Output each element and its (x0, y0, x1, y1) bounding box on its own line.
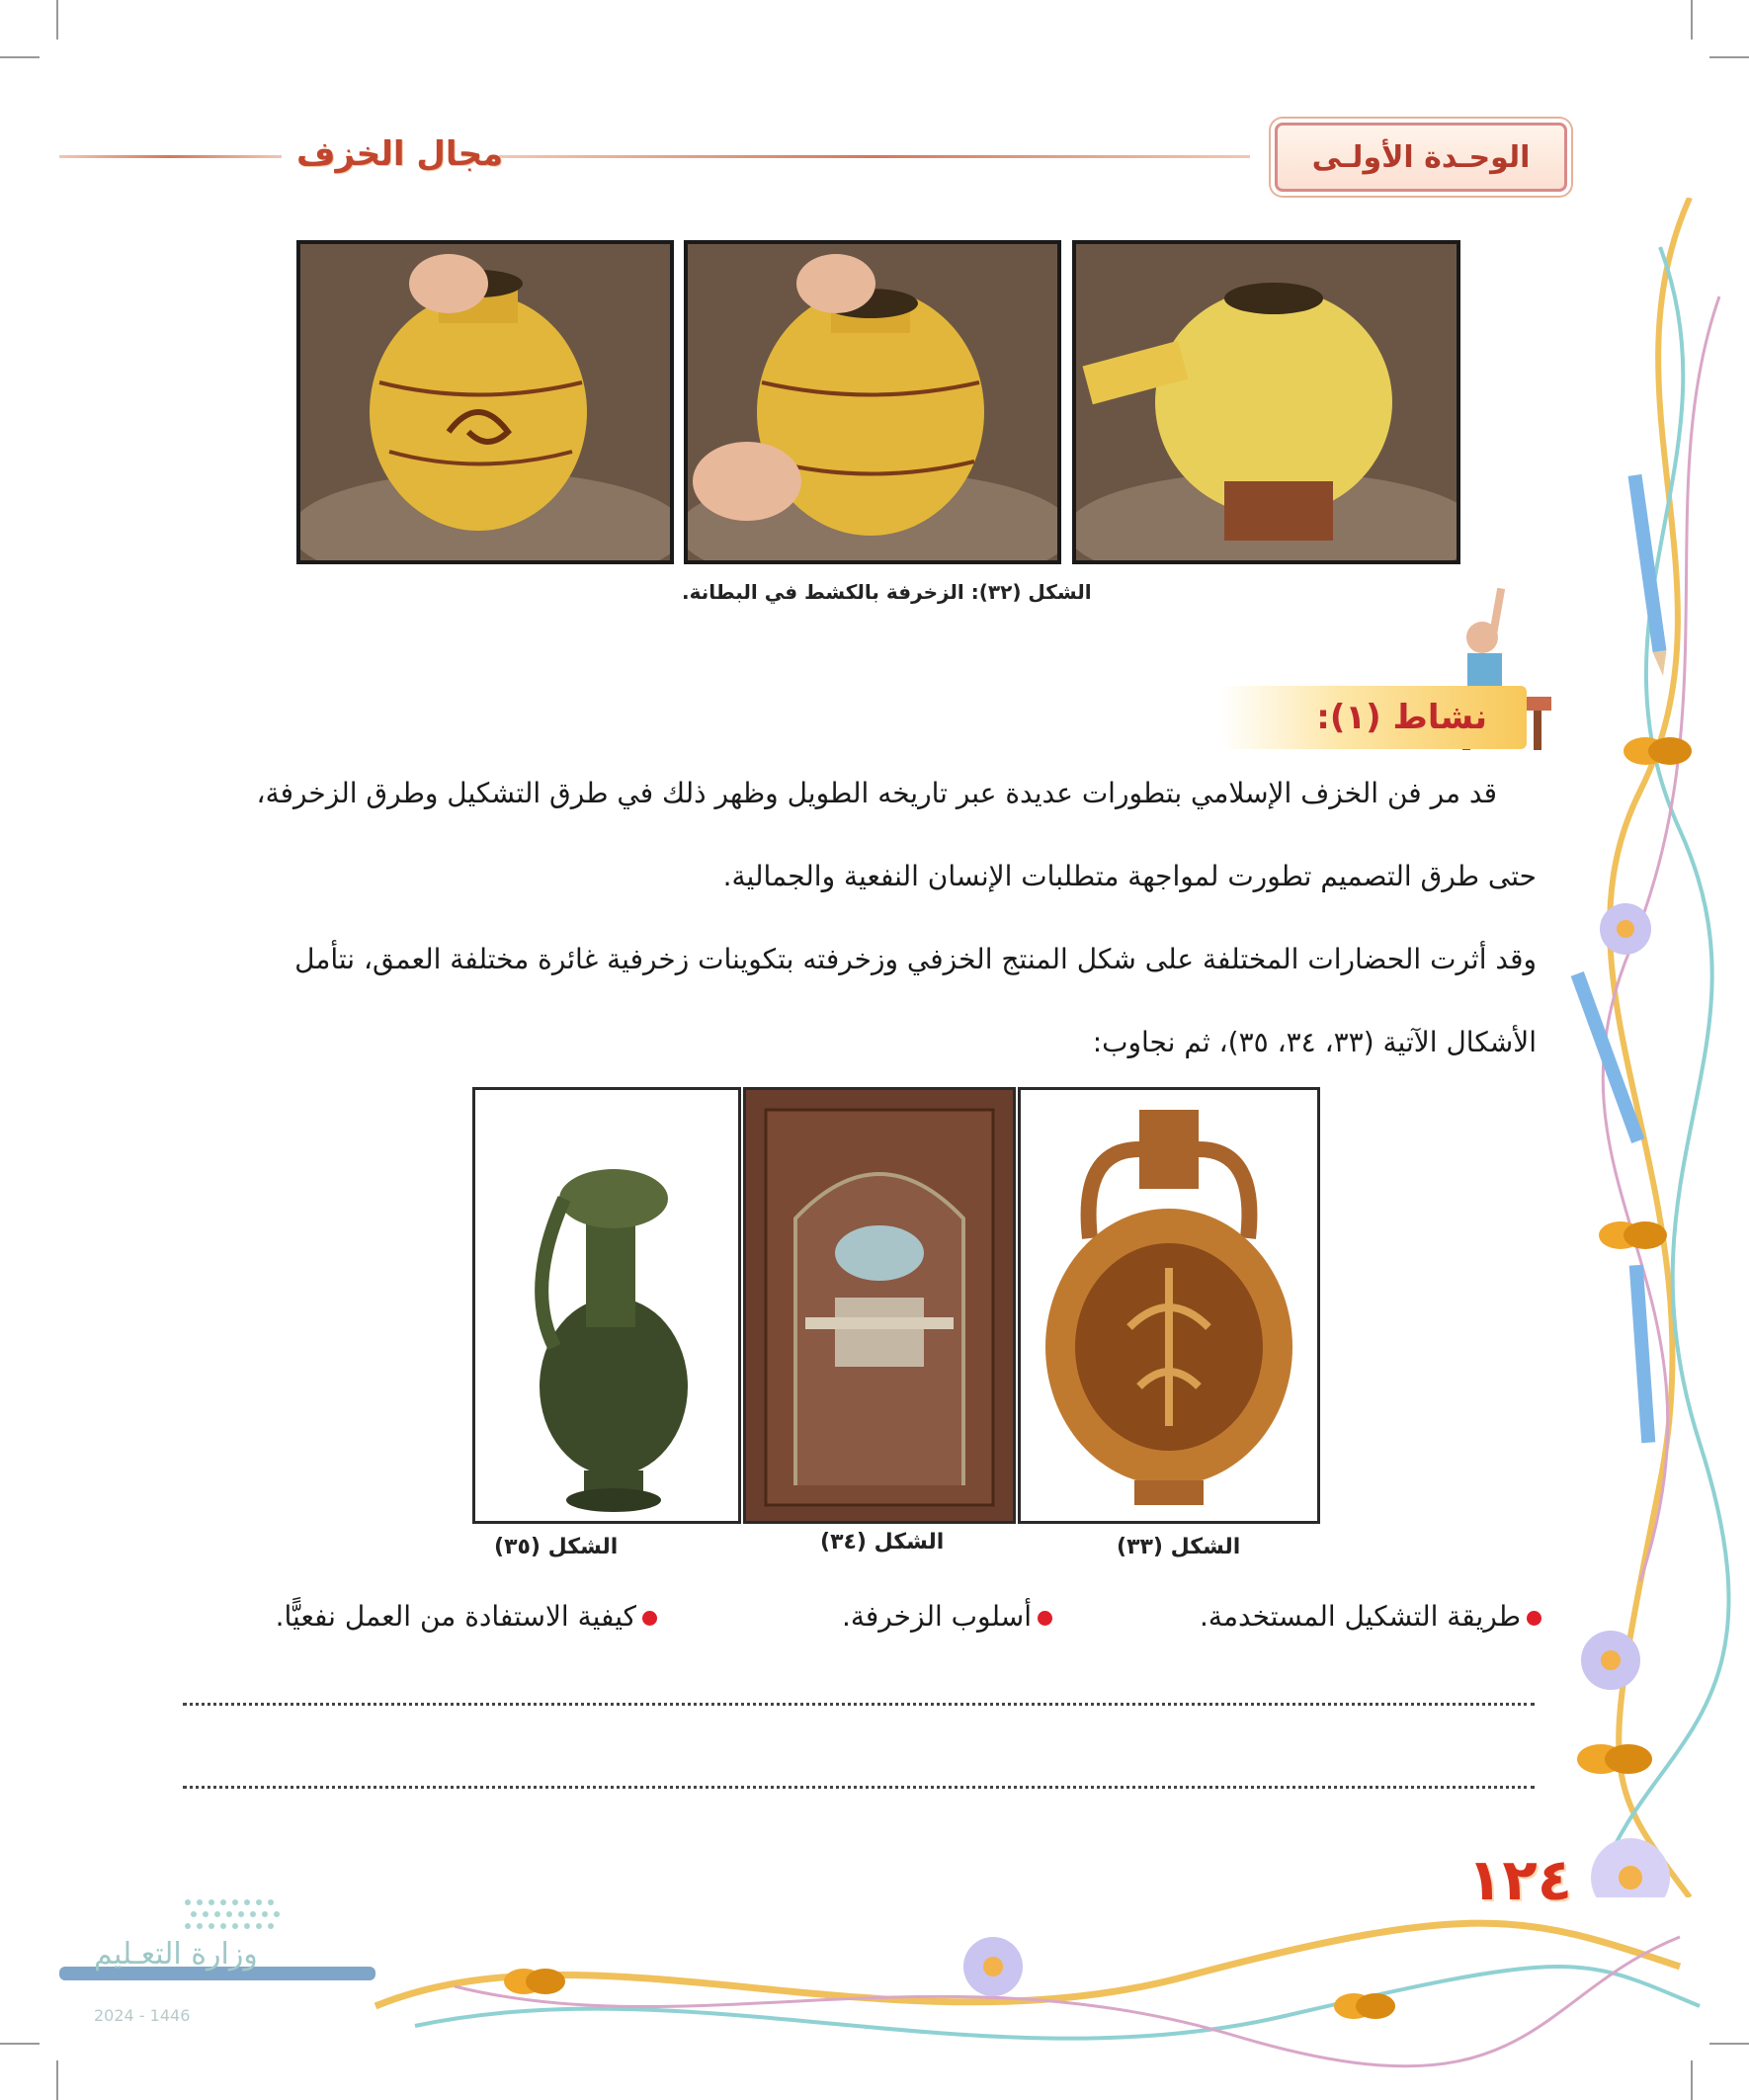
photo-pottery-slip (1072, 240, 1460, 564)
figure-32-caption: الشكل (٣٢): الزخرفة بالكشط في البطانة. (682, 580, 1092, 604)
pottery-photo (1076, 244, 1457, 560)
paragraph-line-4: الأشكال الآتية (٣٣، ٣٤، ٣٥)، ثم نجاوب: (1092, 1026, 1537, 1058)
bullet-dot-icon (1527, 1611, 1541, 1626)
ministry-logo (178, 1892, 326, 1934)
answer-line[interactable] (183, 1786, 1535, 1789)
flower-icon (1581, 1631, 1640, 1690)
edition-label: 2024 - 1446 (94, 2006, 191, 2025)
pottery-photo (300, 244, 670, 560)
bullet-utility (276, 1600, 657, 1633)
paragraph-line-3: وقد أثرت الحضارات المختلفة على شكل المنتج الخزفي وزخرفته بتكوينات زخرفية غائرة مختلفة العمق، نتأمل (294, 943, 1537, 975)
unit-title-badge (1275, 123, 1567, 192)
figure-34-caption: الشكل (٣٤) (820, 1530, 945, 1554)
pencil-icon (1629, 1265, 1656, 1444)
activity-banner (1220, 686, 1527, 749)
pottery-photo (688, 244, 1057, 560)
header-rule-left (59, 155, 282, 158)
crop-mark (0, 56, 40, 58)
figure-33-image (1018, 1087, 1320, 1524)
photo-pottery-carving-3 (296, 240, 674, 564)
ministry-name: وزارة التعـليم (94, 1937, 258, 1972)
butterfly-icon (1599, 1221, 1667, 1249)
ewer-image (475, 1090, 738, 1521)
paragraph-line-2: حتى طرق التصميم تطورت لمواجهة متطلبات الإنسان النفعية والجمالية. (722, 860, 1537, 892)
flower-icon (1600, 903, 1651, 955)
paragraph-line-1: قد مر فن الخزف الإسلامي بتطورات عديدة عبر تاريخه الطويل وظهر ذلك في طرق التشكيل وطرق الزخرفة، (256, 777, 1497, 809)
page-number: ١٢٤ (1467, 1846, 1573, 1913)
field-title: مجال الخزف (296, 134, 504, 174)
bullet-dot-icon (1038, 1611, 1052, 1626)
pencil-icon (1571, 971, 1645, 1143)
flower-icon (963, 1937, 1023, 1996)
photo-pottery-carving-2 (684, 240, 1061, 564)
butterfly-icon (504, 1969, 565, 1994)
crop-mark (1691, 0, 1693, 40)
figure-35-caption: الشكل (٣٥) (494, 1535, 619, 1559)
crop-mark (1709, 56, 1749, 58)
crop-mark (56, 0, 58, 40)
decorative-border (1541, 198, 1749, 1897)
bullet-text: طريقة التشكيل المستخدمة. (1200, 1600, 1521, 1633)
butterfly-icon (1577, 1744, 1652, 1774)
butterfly-icon (1334, 1993, 1395, 2019)
bullet-text: أسلوب الزخرفة. (841, 1600, 1032, 1633)
figure-33-caption: الشكل (٣٣) (1117, 1535, 1241, 1559)
butterfly-icon (1624, 737, 1692, 765)
bullet-shaping-method (1200, 1600, 1541, 1633)
figure-34-image (743, 1087, 1016, 1524)
activity-title: نشاط (١): (1316, 698, 1487, 737)
bullet-text: كيفية الاستفادة من العمل نفعيًّا. (275, 1600, 636, 1633)
header-rule-middle (499, 155, 1250, 158)
unit-title: الوحـدة الأولـى (1311, 139, 1531, 175)
answer-line[interactable] (183, 1703, 1535, 1706)
figure-35-image (472, 1087, 741, 1524)
bullet-decoration-style (842, 1600, 1052, 1633)
bullet-dot-icon (642, 1611, 657, 1626)
tile-panel-image (746, 1090, 1013, 1521)
flask-image (1021, 1090, 1317, 1521)
